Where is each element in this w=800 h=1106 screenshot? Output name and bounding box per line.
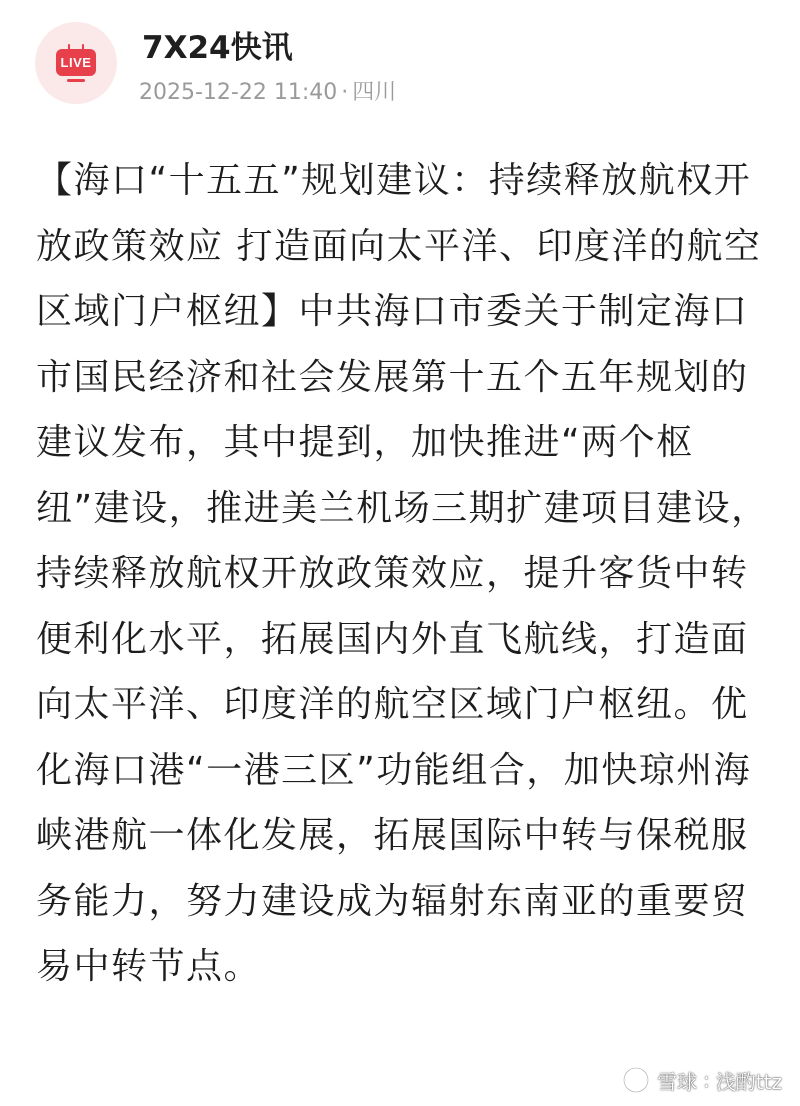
post-location: 四川 <box>352 80 397 105</box>
post-header <box>0 0 800 130</box>
live-tv-stand-icon <box>67 79 85 82</box>
live-tv-icon: LIVE <box>56 49 96 76</box>
snowball-logo-icon <box>621 1065 651 1095</box>
watermark-author: 浅酌ttz <box>715 1069 782 1094</box>
avatar[interactable] <box>35 22 117 104</box>
post-timestamp: 2025-12-22 11:40 <box>139 80 338 105</box>
meta-separator: · <box>341 80 349 105</box>
watermark-brand: 雪球 <box>657 1069 698 1094</box>
xueqiu-watermark <box>621 1064 782 1096</box>
article-body: 【海口“十五五”规划建议：持续释放航权开放政策效应 打造面向太平洋、印度洋的航空区域门户枢纽】中共海口市委关于制定海口市国民经济和社会发展第十五个五年规划的建议发布，其中提到，加快推进“两个枢纽”建设，推进美兰机场三期扩建项目建设，持续释放航权开放政策效应，提升客货中转便利化水平，拓展国内外直飞航线，打造面向太平洋、印度洋的航空区域门户枢纽。优化海口港“一港三区”功能组合，加快琼州海峡港航一体化发展，拓展国际中转与保税服务能力，努力建设成为辐射东南亚的重要贸易中转节点。 <box>36 160 769 987</box>
post-meta <box>139 75 396 106</box>
watermark-separator: : <box>703 1068 710 1092</box>
channel-name[interactable]: 7X24快讯 <box>142 30 293 66</box>
